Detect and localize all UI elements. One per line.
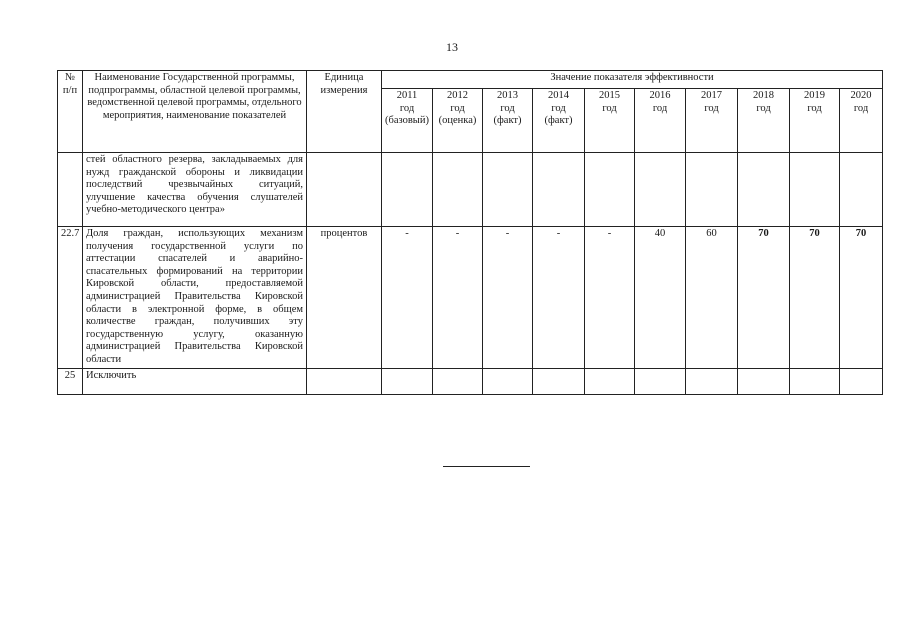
header-name: Наименование Государственной программы, подпрограммы, областной целевой программы, ведомственной целевой программы, отдельного мероприятия, наименование показателей — [83, 71, 307, 153]
value-cell — [635, 153, 686, 227]
value-cell: - — [585, 227, 635, 369]
header-year-2018: 2018 год — [738, 89, 790, 153]
header-year-2012: 2012 год (оценка) — [433, 89, 483, 153]
row-unit: процентов — [307, 227, 382, 369]
header-values-group: Значение показателя эффективности — [382, 71, 883, 89]
value-cell — [433, 153, 483, 227]
page-number: 13 — [446, 40, 458, 54]
value-cell — [483, 368, 533, 394]
row-num: 25 — [58, 368, 83, 394]
row-unit — [307, 153, 382, 227]
value-cell — [686, 368, 738, 394]
header-unit: Единица измерения — [307, 71, 382, 153]
value-cell — [738, 153, 790, 227]
value-cell: 60 — [686, 227, 738, 369]
value-cell — [382, 368, 433, 394]
value-cell: - — [382, 227, 433, 369]
table-row — [58, 368, 883, 394]
value-cell — [585, 368, 635, 394]
header-year-2013: 2013 год (факт) — [483, 89, 533, 153]
value-cell — [738, 368, 790, 394]
value-cell — [840, 368, 883, 394]
footer-separator-line — [443, 466, 530, 467]
header-year-2019: 2019 год — [790, 89, 840, 153]
header-year-2014: 2014 год (факт) — [533, 89, 585, 153]
value-cell: 70 — [840, 227, 883, 369]
value-cell — [382, 153, 433, 227]
row-unit — [307, 368, 382, 394]
value-cell: - — [483, 227, 533, 369]
value-cell — [840, 153, 883, 227]
table-row — [58, 153, 883, 227]
value-cell: 70 — [790, 227, 840, 369]
row-name: стей областного резерва, закладываемых для нужд гражданской обороны и ликвидации последствий чрезвычайных ситуаций, улучшение качества обучения слушателей учебно-методического центра» — [83, 153, 307, 227]
row-name: Исключить — [83, 368, 307, 394]
value-cell — [790, 368, 840, 394]
value-cell — [433, 368, 483, 394]
value-cell: 40 — [635, 227, 686, 369]
header-year-2011: 2011 год (базовый) — [382, 89, 433, 153]
value-cell — [483, 153, 533, 227]
header-year-2016: 2016 год — [635, 89, 686, 153]
value-cell: 70 — [738, 227, 790, 369]
value-cell — [635, 368, 686, 394]
row-name: Доля граждан, использующих механизм получения государственной услуги по аттестации спасателей и аварийно-спасательных формирований на территории Кировской области, предоставляемой администрацией Правительства Кировской области в электронной форме, в общем количестве граждан, получивших эту государственную услугу, оказанную администрацией Правительства Кировской области — [83, 227, 307, 369]
value-cell: - — [433, 227, 483, 369]
row-num — [58, 153, 83, 227]
value-cell — [533, 153, 585, 227]
value-cell: - — [533, 227, 585, 369]
header-year-2020: 2020 год — [840, 89, 883, 153]
row-num: 22.7 — [58, 227, 83, 369]
header-year-2017: 2017 год — [686, 89, 738, 153]
value-cell — [585, 153, 635, 227]
header-num: № п/п — [58, 71, 83, 153]
value-cell — [790, 153, 840, 227]
indicators-table — [57, 70, 883, 395]
table-row — [58, 227, 883, 369]
header-year-2015: 2015 год — [585, 89, 635, 153]
value-cell — [533, 368, 585, 394]
value-cell — [686, 153, 738, 227]
